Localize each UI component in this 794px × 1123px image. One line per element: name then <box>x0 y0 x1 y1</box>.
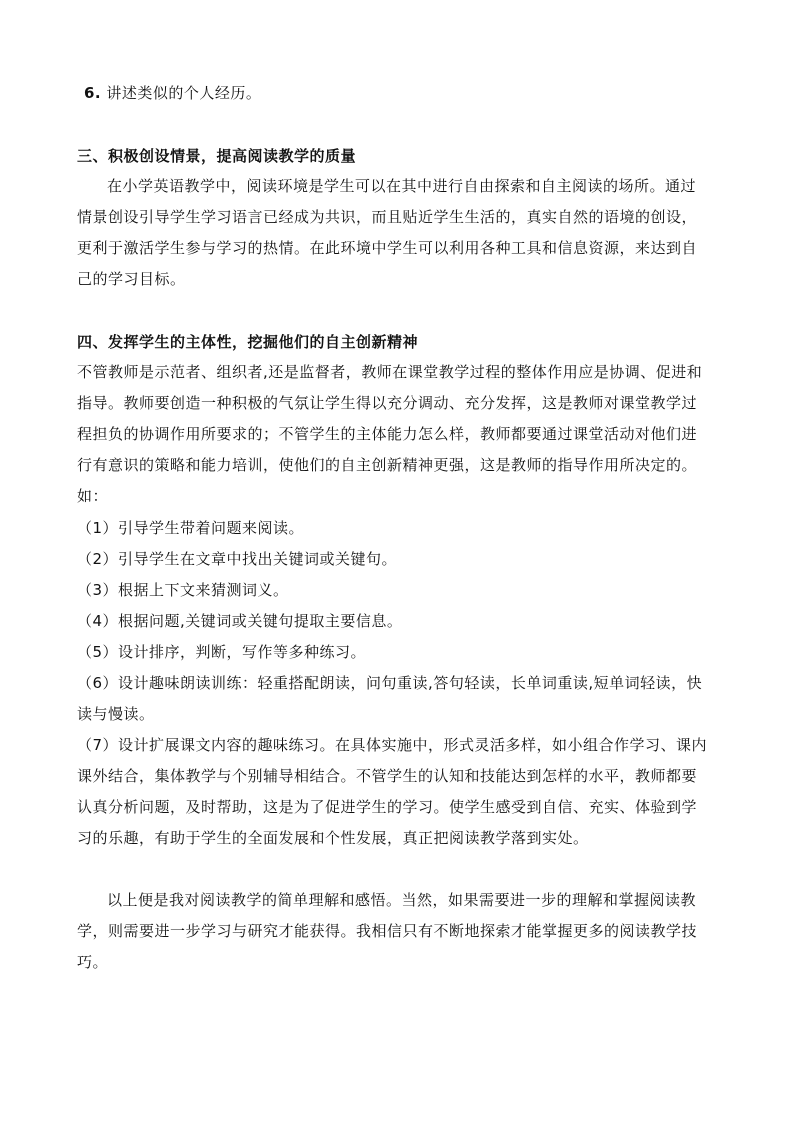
paragraph-line: 在小学英语教学中，阅读环境是学生可以在其中进行自由探索和自主阅读的场所。通过 <box>107 177 697 195</box>
paragraph-line: 以上便是我对阅读教学的简单理解和感悟。当然，如果需要进一步的理解和掌握阅读教 <box>107 891 697 909</box>
list-item: 读与慢读。 <box>77 705 155 723</box>
paragraph-line: 行有意识的策略和能力培训，使他们的自主创新精神更强，这是教师的指导作用所决定的。 <box>77 456 698 474</box>
paragraph-line: 学，则需要进一步学习与研究才能获得。我相信只有不断地探索才能掌握更多的阅读教学技 <box>77 922 698 940</box>
paragraph-line: 程担负的协调作用所要求的；不管学生的主体能力怎么样，教师都要通过课堂活动对他们进 <box>77 425 698 443</box>
paragraph-line: 更利于激活学生参与学习的热情。在此环境中学生可以利用各种工具和信息资源，来达到自 <box>77 239 698 257</box>
list-item: 习的乐趣，有助于学生的全面发展和个性发展，真正把阅读教学落到实处。 <box>77 829 589 847</box>
paragraph-line: 巧。 <box>77 953 109 971</box>
paragraph-line: 己的学习目标。 <box>77 270 186 288</box>
list-item-6 <box>84 82 729 104</box>
list-item: （5）设计排序，判断，写作等多种练习。 <box>77 643 367 661</box>
list-item: （6）设计趣味朗读训练：轻重搭配朗读，问句重读,答句轻读，长单词重读,短单词轻读，快 <box>77 674 703 692</box>
paragraph-line: 如： <box>77 487 109 505</box>
list-item: （4）根据问题,关键词或关键句提取主要信息。 <box>77 612 403 630</box>
list-item: （2）引导学生在文章中找出关键词或关键句。 <box>77 550 398 568</box>
list-item: 课外结合，集体教学与个别辅导相结合。不管学生的认知和技能达到怎样的水平，教师都要 <box>77 767 698 785</box>
item-text: 讲述类似的个人经历。 <box>106 84 262 102</box>
list-item: （1）引导学生带着问题来阅读。 <box>77 519 305 537</box>
list-item: （3）根据上下文来猜测词义。 <box>77 581 289 599</box>
section-heading-4: 四、发挥学生的主体性，挖掘他们的自主创新精神 <box>77 333 419 351</box>
paragraph-line: 指导。教师要创造一种积极的气氛让学生得以充分调动、充分发挥，这是教师对课堂教学过 <box>77 394 698 412</box>
list-item: 认真分析问题，及时帮助，这是为了促进学生的学习。使学生感受到自信、充实、体验到学 <box>77 798 698 816</box>
paragraph-line: 情景创设引导学生学习语言已经成为共识，而且贴近学生生活的，真实自然的语境的创设， <box>77 208 698 226</box>
section-heading-3: 三、积极创设情景，提高阅读教学的质量 <box>77 147 357 165</box>
item-number: 6. <box>84 84 102 102</box>
list-item: （7）设计扩展课文内容的趣味练习。在具体实施中，形式灵活多样，如小组合作学习、课内 <box>77 736 708 754</box>
paragraph-line: 不管教师是示范者、组织者,还是监督者，教师在课堂教学过程的整体作用应是协调、促进和 <box>77 363 703 381</box>
